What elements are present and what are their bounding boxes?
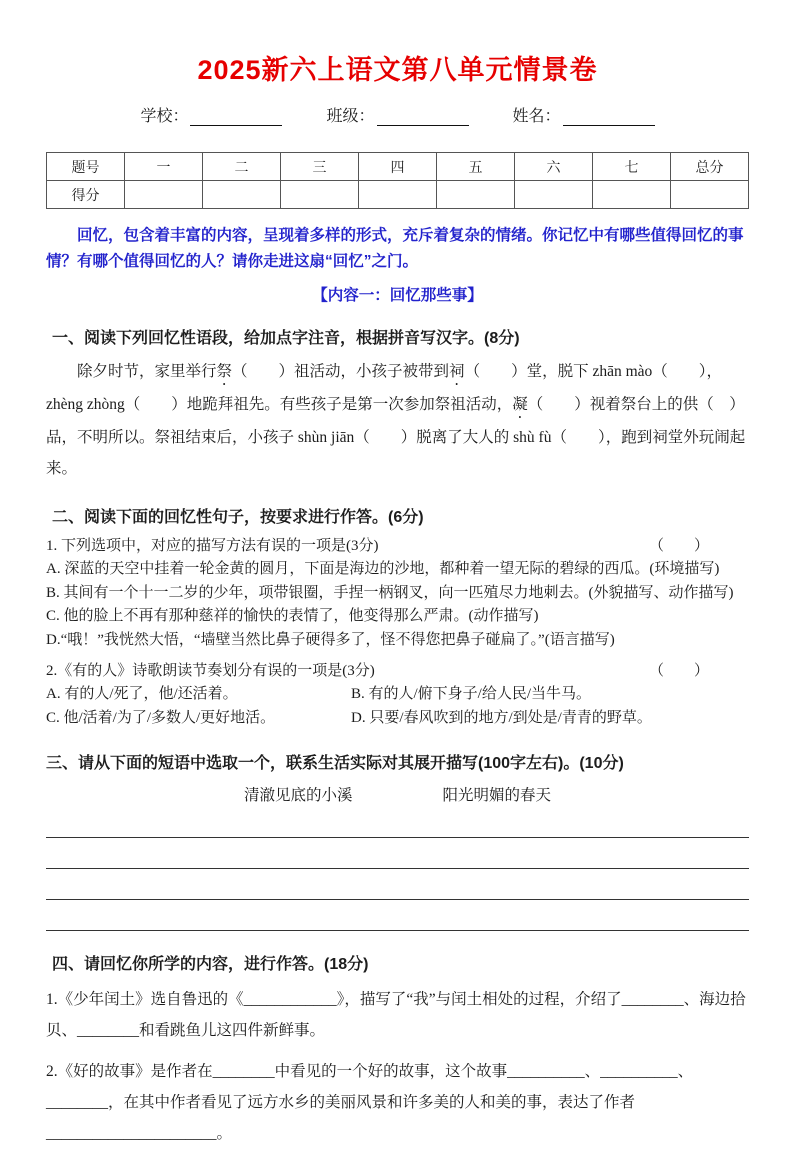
score-table-header-cell: 五	[437, 153, 515, 181]
name-field	[513, 103, 655, 126]
phrase-option: 清澈见底的小溪	[243, 787, 353, 804]
option-b[interactable]: B. 有的人/俯下身子/给人民/当牛马。	[351, 686, 592, 702]
section2-heading: 二、阅读下面的回忆性句子，按要求进行作答。(6分)	[52, 509, 424, 526]
option-c[interactable]: C. 他/活着/为了/多数人/更好地活。	[46, 709, 276, 726]
score-table-header-cell: 总分	[671, 153, 749, 181]
option-a[interactable]: A. 深蓝的天空中挂着一轮金黄的圆月，下面是海边的沙地，都种着一望无际的碧绿的西瓜。(环境描写)	[46, 561, 720, 577]
score-cell[interactable]	[359, 181, 437, 209]
section2-q2-stem-row	[46, 660, 749, 683]
score-table	[46, 152, 749, 209]
section3-heading: 三、请从下面的短语中选取一个，联系生活实际对其展开描写(100字左右)。(10分)	[46, 755, 624, 772]
score-cell[interactable]	[437, 181, 515, 209]
school-blank[interactable]	[190, 108, 282, 126]
score-cell[interactable]	[125, 181, 203, 209]
school-field	[140, 103, 282, 126]
score-table-header-cell: 七	[593, 153, 671, 181]
section4-q2[interactable]: 2.《好的故事》是作者在________中看见的一个好的故事，这个故事__________、__________、________，在其中作者看见了远方水乡的美丽风景和许多美的人和美的事，表达了作者______________________。	[46, 1063, 694, 1142]
intro-paragraph: 回忆，包含着丰富的内容，呈现着多样的形式，充斥着复杂的情绪。你记忆中有哪些值得回忆的事情？有哪个值得回忆的人？请你走进这扇“回忆”之门。	[46, 227, 744, 270]
school-label: 学校：	[140, 108, 189, 125]
score-cell[interactable]	[671, 181, 749, 209]
emphasized-char: 凝	[512, 396, 528, 413]
section4-heading: 四、请回忆你所学的内容，进行作答。(18分)	[52, 956, 369, 973]
section3-phrases	[46, 783, 749, 805]
score-table-header-cell: 二	[203, 153, 281, 181]
score-table-score-row	[47, 181, 749, 209]
class-label: 班级：	[326, 108, 375, 125]
name-blank[interactable]	[563, 108, 655, 126]
score-cell[interactable]	[203, 181, 281, 209]
score-row-label: 得分	[47, 181, 125, 209]
score-cell[interactable]	[593, 181, 671, 209]
answer-line[interactable]	[46, 838, 749, 869]
section2-q2-options	[46, 683, 749, 730]
score-table-header-cell: 题号	[47, 153, 125, 181]
answer-line[interactable]	[46, 807, 749, 838]
student-info-row	[46, 103, 749, 126]
emphasized-char: 祭	[216, 363, 233, 380]
section1-passage: 除夕时节，家里举行祭（ ）祖活动，小孩子被带到祠（ ）堂，脱下 zhān mào（ ），zhèng zhòng（ ）地跪拜祖先。有些孩子是第一次参加祭祖活动，凝（ ）视着祭台上的供（ ）品，不明所以。祭祖结束后，小孩子 shùn jiān（ ）脱离了大人的 shù fù（ ），跑到祠堂外玩闹起来。	[46, 363, 746, 477]
section3-answer-area	[46, 807, 749, 931]
name-label: 姓名：	[512, 108, 561, 125]
option-a[interactable]: A. 有的人/死了，他/还活着。	[46, 686, 238, 702]
section2-q1-stem-row	[46, 535, 749, 558]
class-field	[326, 103, 468, 126]
section2-q2-answer-paren[interactable]: （ ）	[648, 663, 709, 679]
score-table-header-cell: 六	[515, 153, 593, 181]
answer-line[interactable]	[46, 900, 749, 931]
section2-q1-stem: 1. 下列选项中，对应的描写方法有误的一项是(3分)	[46, 538, 379, 554]
score-table-header-cell: 三	[281, 153, 359, 181]
section1-heading: 一、阅读下列回忆性语段，给加点字注音，根据拼音写汉字。(8分)	[52, 330, 520, 347]
option-d[interactable]: D. 只要/春风吹到的地方/到处是/青青的野草。	[351, 709, 652, 726]
score-table-header-cell: 四	[359, 153, 437, 181]
emphasized-char: 祠	[449, 363, 465, 380]
page-title: 2025新六上语文第八单元情景卷	[197, 55, 598, 85]
section2-q1-options	[46, 558, 749, 652]
score-cell[interactable]	[281, 181, 359, 209]
score-cell[interactable]	[515, 181, 593, 209]
section2-q2-stem: 2.《有的人》诗歌朗读节奏划分有误的一项是(3分)	[46, 663, 375, 679]
option-c[interactable]: C. 他的脸上不再有那种慈祥的愉快的表情了，他变得那么严肃。(动作描写)	[46, 608, 539, 624]
option-d[interactable]: D.“哦！”我恍然大悟，“墙壁当然比鼻子硬得多了，怪不得您把鼻子碰扁了。”(语言描写)	[46, 631, 615, 648]
section2-q1-answer-paren[interactable]: （ ）	[648, 538, 709, 554]
answer-line[interactable]	[46, 869, 749, 900]
section4-q1[interactable]: 1.《少年闰土》选自鲁迅的《____________》，描写了“我”与闰土相处的过程，介绍了________、海边拾贝、________和看跳鱼儿这四件新鲜事。	[46, 991, 746, 1039]
option-b[interactable]: B. 其间有一个十一二岁的少年，项带银圈，手捏一柄钢叉，向一匹殖尽力地刺去。(外貌描写、动作描写)	[46, 584, 734, 601]
content-banner: 【内容一：回忆那些事】	[312, 287, 483, 304]
class-blank[interactable]	[377, 108, 469, 126]
score-table-header-row	[47, 153, 749, 181]
phrase-option: 阳光明媚的春天	[442, 787, 552, 804]
score-table-header-cell: 一	[125, 153, 203, 181]
